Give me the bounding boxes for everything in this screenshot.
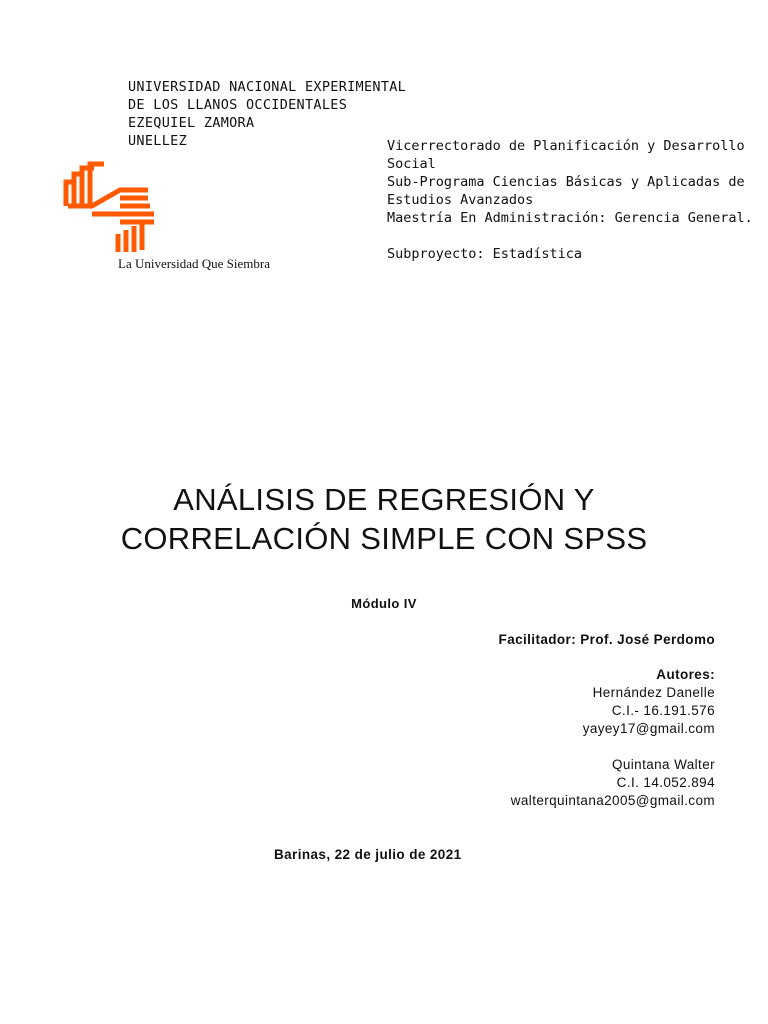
title-line-1: ANÁLISIS DE REGRESIÓN Y (173, 482, 595, 517)
department-line: Sub-Programa Ciencias Básicas y Aplicadas de (387, 174, 745, 190)
author-name: Quintana Walter (611, 757, 715, 772)
date-line: Barinas, 22 de julio de 2021 (274, 847, 462, 862)
university-motto: La Universidad Que Siembra (118, 256, 270, 271)
module-label: Módulo IV (351, 596, 417, 611)
facilitator-line: Facilitador: Prof. José Perdomo (498, 632, 715, 647)
unellez-logo-icon (62, 160, 162, 254)
title-line-2: CORRELACIÓN SIMPLE CON SPSS (120, 521, 648, 556)
university-line: DE LOS LLANOS OCCIDENTALES (128, 97, 348, 113)
department-line: Estudios Avanzados (387, 192, 534, 208)
author-email: walterquintana2005@gmail.com (510, 793, 715, 808)
department-line: Maestría En Administración: Gerencia General. (387, 210, 753, 226)
author-id: C.I.- 16.191.576 (611, 703, 715, 718)
university-line: EZEQUIEL ZAMORA (128, 115, 255, 131)
university-line: UNELLEZ (128, 133, 187, 149)
authors-block (499, 631, 715, 810)
document-title (0, 480, 768, 558)
department-line: Vicerrectorado de Planificación y Desarrollo (387, 138, 745, 154)
author-email: yayey17@gmail.com (582, 721, 715, 736)
university-header (128, 78, 406, 150)
author-id: C.I. 14.052.894 (616, 775, 715, 790)
authors-heading: Autores: (656, 667, 715, 682)
department-block (387, 137, 753, 263)
department-line: Social (387, 156, 436, 172)
subproject-line: Subproyecto: Estadística (387, 246, 583, 262)
university-line: UNIVERSIDAD NACIONAL EXPERIMENTAL (128, 79, 407, 95)
author-name: Hernández Danelle (592, 685, 715, 700)
